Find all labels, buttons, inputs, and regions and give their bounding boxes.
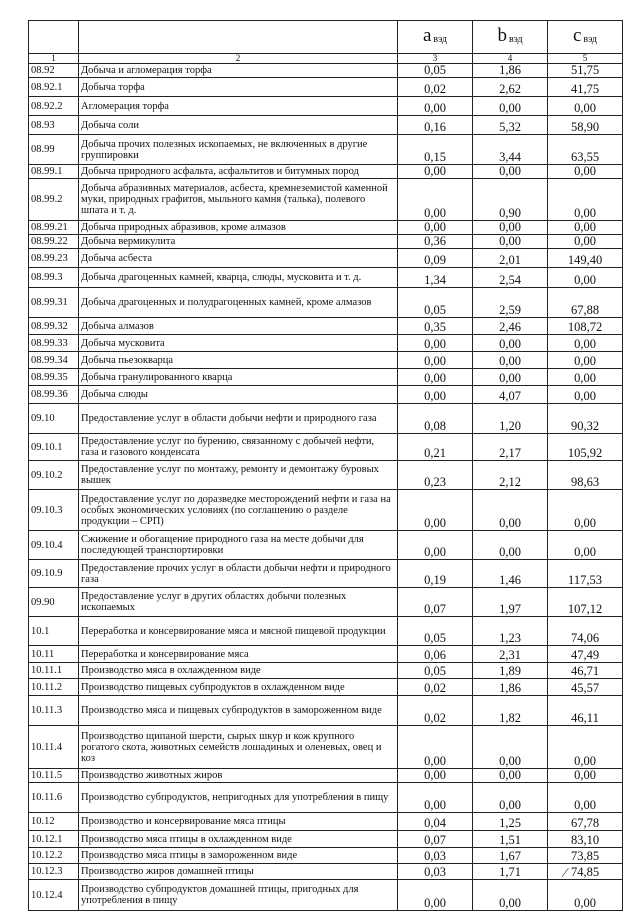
row-code: 09.10 <box>29 404 79 434</box>
row-value-c: 0,00 <box>548 165 623 179</box>
row-code: 08.99.3 <box>29 268 79 288</box>
row-value-b: 0,00 <box>473 880 548 911</box>
row-value-a: 0,00 <box>398 352 473 369</box>
row-name: Производство и консервирование мяса птицы <box>79 813 398 831</box>
row-value-a: 0,08 <box>398 404 473 434</box>
row-value-b: 2,01 <box>473 249 548 268</box>
row-value-c: 0,00 <box>548 783 623 813</box>
row-value-b: 1,97 <box>473 588 548 617</box>
row-value-a: 0,23 <box>398 461 473 490</box>
row-value-b: 0,00 <box>473 531 548 560</box>
row-code: 08.99.34 <box>29 352 79 369</box>
row-code: 10.12 <box>29 813 79 831</box>
row-value-c: 63,55 <box>548 135 623 165</box>
row-value-a: 0,07 <box>398 831 473 848</box>
row-value-b: 4,07 <box>473 386 548 404</box>
table-row <box>29 726 623 769</box>
row-code: 08.99.21 <box>29 221 79 235</box>
row-name: Добыча природных абразивов, кроме алмазов <box>79 221 398 235</box>
table-row <box>29 318 623 335</box>
table-row <box>29 696 623 726</box>
table-row <box>29 268 623 288</box>
row-value-b: 5,32 <box>473 116 548 135</box>
row-code: 08.99.32 <box>29 318 79 335</box>
row-value-a: 0,00 <box>398 335 473 352</box>
row-value-b: 2,59 <box>473 288 548 318</box>
row-code: 10.12.2 <box>29 848 79 864</box>
header-col-b-letter: b <box>497 25 507 46</box>
row-value-c: 117,53 <box>548 560 623 588</box>
row-value-b: 0,00 <box>473 783 548 813</box>
row-value-a: 0,21 <box>398 434 473 461</box>
row-value-a: 0,00 <box>398 386 473 404</box>
table-row <box>29 588 623 617</box>
header-col-b-sub: вэд <box>508 34 523 45</box>
row-code: 10.11.1 <box>29 663 79 679</box>
row-value-a: 0,00 <box>398 531 473 560</box>
row-value-c: 0,00 <box>548 386 623 404</box>
row-code: 08.92.1 <box>29 78 79 97</box>
table-row <box>29 135 623 165</box>
row-value-a: 0,06 <box>398 646 473 663</box>
table-row <box>29 880 623 911</box>
row-value-c: 47,49 <box>548 646 623 663</box>
row-value-c: 0,00 <box>548 769 623 783</box>
row-value-c: 0,00 <box>548 726 623 769</box>
row-value-c: 107,12 <box>548 588 623 617</box>
table-row <box>29 352 623 369</box>
row-value-b: 0,00 <box>473 235 548 249</box>
row-name: Производство субпродуктов, непригодных для употребления в пищу <box>79 783 398 813</box>
row-value-a: 0,02 <box>398 78 473 97</box>
table-row <box>29 97 623 116</box>
row-name: Добыча торфа <box>79 78 398 97</box>
table-row <box>29 221 623 235</box>
row-value-a: 0,00 <box>398 783 473 813</box>
header-col-c-sub: вэд <box>583 34 598 45</box>
row-code: 09.90 <box>29 588 79 617</box>
row-value-c: 90,32 <box>548 404 623 434</box>
row-value-a: 0,00 <box>398 490 473 531</box>
row-value-b: 2,62 <box>473 78 548 97</box>
row-code: 08.93 <box>29 116 79 135</box>
row-value-a: 1,34 <box>398 268 473 288</box>
table-row <box>29 386 623 404</box>
table-row <box>29 490 623 531</box>
row-value-a: 0,05 <box>398 617 473 646</box>
table-row <box>29 249 623 268</box>
row-name: Добыча слюды <box>79 386 398 404</box>
row-code: 08.99.31 <box>29 288 79 318</box>
row-code: 10.1 <box>29 617 79 646</box>
row-value-b: 2,31 <box>473 646 548 663</box>
row-name: Производство животных жиров <box>79 769 398 783</box>
row-name: Производство мяса птицы в охлажденном виде <box>79 831 398 848</box>
row-value-a: 0,03 <box>398 848 473 864</box>
row-value-b: 1,86 <box>473 679 548 696</box>
row-value-b: 1,51 <box>473 831 548 848</box>
row-value-b: 1,89 <box>473 663 548 679</box>
row-value-b: 0,00 <box>473 221 548 235</box>
column-index-2: 2 <box>79 54 398 64</box>
row-value-c: 45,57 <box>548 679 623 696</box>
row-value-a: 0,00 <box>398 97 473 116</box>
row-value-c: 67,88 <box>548 288 623 318</box>
row-value-b: 0,00 <box>473 369 548 386</box>
row-code: 08.99 <box>29 135 79 165</box>
column-index-4: 4 <box>473 54 548 64</box>
column-index-row <box>29 54 623 64</box>
row-name: Сжижение и обогащение природного газа на месте добычи для последующей транспортировки <box>79 531 398 560</box>
row-name: Производство мяса в охлажденном виде <box>79 663 398 679</box>
row-value-a: 0,16 <box>398 116 473 135</box>
header-col-c <box>548 21 623 54</box>
row-name: Добыча и агломерация торфа <box>79 64 398 78</box>
row-code: 08.99.36 <box>29 386 79 404</box>
row-value-c: 0,00 <box>548 369 623 386</box>
row-value-a: 0,19 <box>398 560 473 588</box>
table-row <box>29 813 623 831</box>
row-code: 10.11.6 <box>29 783 79 813</box>
row-name: Производство мяса птицы в замороженном виде <box>79 848 398 864</box>
row-code: 08.92 <box>29 64 79 78</box>
row-value-c: 83,10 <box>548 831 623 848</box>
row-code: 08.99.23 <box>29 249 79 268</box>
row-name: Добыча гранулированного кварца <box>79 369 398 386</box>
table-row <box>29 461 623 490</box>
row-code: 09.10.4 <box>29 531 79 560</box>
row-name: Предоставление услуг по монтажу, ремонту и демонтажу буровых вышек <box>79 461 398 490</box>
row-value-c: 67,78 <box>548 813 623 831</box>
row-name: Предоставление услуг в других областях добычи полезных ископаемых <box>79 588 398 617</box>
row-value-c: 0,00 <box>548 268 623 288</box>
row-value-c: 46,11 <box>548 696 623 726</box>
row-value-b: 0,90 <box>473 179 548 221</box>
row-value-c: 51,75 <box>548 64 623 78</box>
row-value-c: 0,00 <box>548 179 623 221</box>
row-value-a: 0,00 <box>398 880 473 911</box>
row-code: 10.11.4 <box>29 726 79 769</box>
row-value-a: 0,09 <box>398 249 473 268</box>
row-name: Добыча драгоценных и полудрагоценных камней, кроме алмазов <box>79 288 398 318</box>
row-name: Добыча мусковита <box>79 335 398 352</box>
row-value-c: 46,71 <box>548 663 623 679</box>
row-code: 10.11.3 <box>29 696 79 726</box>
row-name: Добыча асбеста <box>79 249 398 268</box>
table-row <box>29 617 623 646</box>
row-value-b: 1,25 <box>473 813 548 831</box>
row-code: 08.92.2 <box>29 97 79 116</box>
header-name-cell <box>79 21 398 54</box>
row-value-a: 0,05 <box>398 288 473 318</box>
table-row <box>29 179 623 221</box>
row-code: 09.10.1 <box>29 434 79 461</box>
table-row <box>29 679 623 696</box>
row-name: Производство субпродуктов домашней птицы, пригодных для употребления в пищу <box>79 880 398 911</box>
row-name: Переработка и консервирование мяса и мясной пищевой продукции <box>79 617 398 646</box>
handwritten-mark: ⁄ <box>564 866 567 881</box>
row-value-a: 0,36 <box>398 235 473 249</box>
table-row <box>29 769 623 783</box>
row-name: Добыча абразивных материалов, асбеста, кремнеземистой каменной муки, природных графитов, мыльного камня (талька), полевого шпата и т. д. <box>79 179 398 221</box>
row-value-b: 0,00 <box>473 769 548 783</box>
table-body <box>29 21 623 911</box>
row-value-b: 2,12 <box>473 461 548 490</box>
row-value-c: 0,00 <box>548 97 623 116</box>
row-value-b: 1,46 <box>473 560 548 588</box>
row-value-a: 0,07 <box>398 588 473 617</box>
row-value-c: 0,00 <box>548 335 623 352</box>
row-value-a: 0,04 <box>398 813 473 831</box>
row-value-b: 0,00 <box>473 490 548 531</box>
row-value-b: 1,23 <box>473 617 548 646</box>
table-row <box>29 165 623 179</box>
table-row <box>29 663 623 679</box>
row-value-b: 0,00 <box>473 352 548 369</box>
row-value-c: 108,72 <box>548 318 623 335</box>
header-row <box>29 21 623 54</box>
row-value-a: 0,05 <box>398 663 473 679</box>
row-code: 10.12.1 <box>29 831 79 848</box>
header-col-c-letter: c <box>572 25 582 46</box>
row-code: 10.11 <box>29 646 79 663</box>
row-value-a: 0,35 <box>398 318 473 335</box>
table-row <box>29 404 623 434</box>
row-name: Добыча драгоценных камней, кварца, слюды, мусковита и т. д. <box>79 268 398 288</box>
row-name: Предоставление услуг по доразведке месторождений нефти и газа на особых экономических условиях (по соглашению о разделе продукции – СРП) <box>79 490 398 531</box>
row-value-c: 149,40 <box>548 249 623 268</box>
row-value-b: 1,82 <box>473 696 548 726</box>
row-name: Производство мяса и пищевых субпродуктов в замороженном виде <box>79 696 398 726</box>
table-row <box>29 848 623 864</box>
header-col-a-sub: вэд <box>433 34 448 45</box>
row-value-c: 105,92 <box>548 434 623 461</box>
row-value-b: 1,71 <box>473 864 548 880</box>
row-value-c: 98,63 <box>548 461 623 490</box>
row-value-b: 2,46 <box>473 318 548 335</box>
row-code: 10.12.4 <box>29 880 79 911</box>
row-value-c: 0,00 <box>548 880 623 911</box>
row-value-a: 0,05 <box>398 64 473 78</box>
row-name: Добыча прочих полезных ископаемых, не включенных в другие группировки <box>79 135 398 165</box>
row-value-c: 0,00 <box>548 235 623 249</box>
row-code: 09.10.9 <box>29 560 79 588</box>
row-name: Предоставление услуг в области добычи нефти и природного газа <box>79 404 398 434</box>
table-row <box>29 288 623 318</box>
row-code: 08.99.22 <box>29 235 79 249</box>
table-row <box>29 64 623 78</box>
row-value-c: 58,90 <box>548 116 623 135</box>
table-row <box>29 434 623 461</box>
row-value-a: 0,00 <box>398 179 473 221</box>
row-name: Предоставление прочих услуг в области добычи нефти и природного газа <box>79 560 398 588</box>
table-row <box>29 78 623 97</box>
row-value-b: 1,67 <box>473 848 548 864</box>
row-value-b: 1,20 <box>473 404 548 434</box>
table-row <box>29 646 623 663</box>
row-code: 10.11.2 <box>29 679 79 696</box>
row-name: Добыча пьезокварца <box>79 352 398 369</box>
row-value-b: 2,54 <box>473 268 548 288</box>
row-value-a: 0,00 <box>398 165 473 179</box>
table-row <box>29 235 623 249</box>
row-value-a: 0,02 <box>398 679 473 696</box>
row-value-b: 0,00 <box>473 165 548 179</box>
row-code: 09.10.2 <box>29 461 79 490</box>
table-row <box>29 369 623 386</box>
table-row <box>29 531 623 560</box>
row-value-a: 0,00 <box>398 369 473 386</box>
row-value-c: 74,85 <box>548 864 623 880</box>
row-name: Агломерация торфа <box>79 97 398 116</box>
table-row <box>29 335 623 352</box>
row-name: Предоставление услуг по бурению, связанному с добычей нефти, газа и газового конденсата <box>79 434 398 461</box>
row-code: 10.12.3 <box>29 864 79 880</box>
column-index-3: 3 <box>398 54 473 64</box>
column-index-1: 1 <box>29 54 79 64</box>
row-name: Добыча природного асфальта, асфальтитов и битумных пород <box>79 165 398 179</box>
header-col-b <box>473 21 548 54</box>
row-value-b: 0,00 <box>473 335 548 352</box>
row-value-c: 41,75 <box>548 78 623 97</box>
row-code: 09.10.3 <box>29 490 79 531</box>
table-row <box>29 831 623 848</box>
row-name: Производство пищевых субпродуктов в охлажденном виде <box>79 679 398 696</box>
row-value-b: 0,00 <box>473 726 548 769</box>
row-value-a: 0,00 <box>398 221 473 235</box>
row-code: 08.99.35 <box>29 369 79 386</box>
table-row <box>29 783 623 813</box>
row-value-a: 0,03 <box>398 864 473 880</box>
row-code: 08.99.33 <box>29 335 79 352</box>
row-name: Производство жиров домашней птицы <box>79 864 398 880</box>
row-name: Производство щипаной шерсти, сырых шкур и кож крупного рогатого скота, животных семейств лошадиных и оленевых, овец и коз <box>79 726 398 769</box>
row-value-a: 0,15 <box>398 135 473 165</box>
header-code-cell <box>29 21 79 54</box>
row-value-c: 0,00 <box>548 490 623 531</box>
row-value-c: 73,85 <box>548 848 623 864</box>
coefficients-table <box>28 20 623 911</box>
header-col-a <box>398 21 473 54</box>
row-value-c: 0,00 <box>548 352 623 369</box>
row-value-b: 1,86 <box>473 64 548 78</box>
row-name: Добыча вермикулита <box>79 235 398 249</box>
row-value-a: 0,02 <box>398 696 473 726</box>
table-row <box>29 116 623 135</box>
row-value-b: 0,00 <box>473 97 548 116</box>
row-code: 10.11.5 <box>29 769 79 783</box>
row-value-c: 74,06 <box>548 617 623 646</box>
row-value-b: 2,17 <box>473 434 548 461</box>
row-code: 08.99.2 <box>29 179 79 221</box>
table-row <box>29 864 623 880</box>
row-value-c: 0,00 <box>548 531 623 560</box>
row-value-c: 0,00 <box>548 221 623 235</box>
row-name: Добыча алмазов <box>79 318 398 335</box>
row-code: 08.99.1 <box>29 165 79 179</box>
row-value-a: 0,00 <box>398 769 473 783</box>
row-value-a: 0,00 <box>398 726 473 769</box>
column-index-5: 5 <box>548 54 623 64</box>
header-col-a-letter: a <box>422 25 432 46</box>
row-name: Переработка и консервирование мяса <box>79 646 398 663</box>
row-name: Добыча соли <box>79 116 398 135</box>
table-row <box>29 560 623 588</box>
row-value-b: 3,44 <box>473 135 548 165</box>
